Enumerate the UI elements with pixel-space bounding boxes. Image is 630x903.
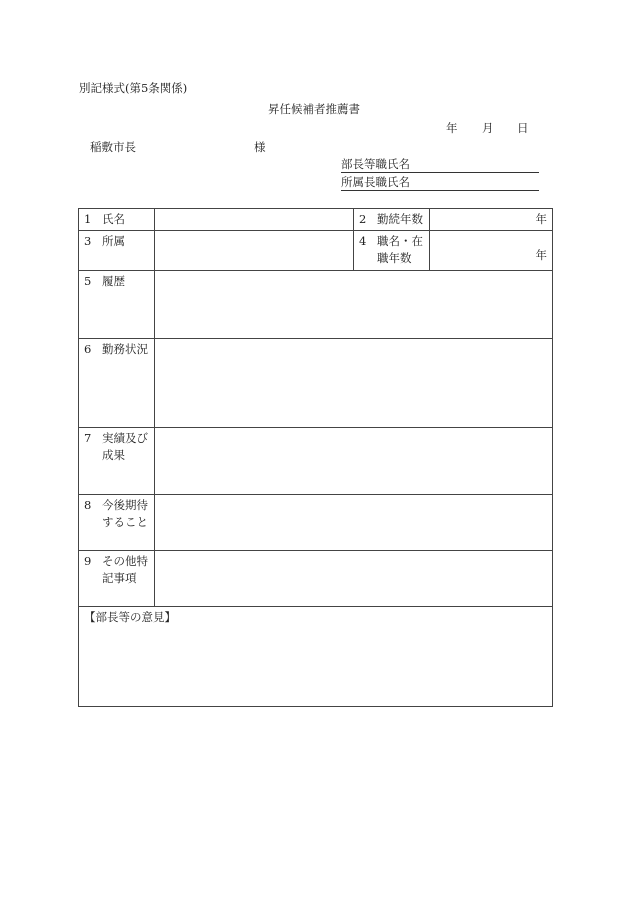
row-expectations	[79, 495, 553, 551]
work-status-input-cell[interactable]	[155, 339, 553, 428]
item-number: 4	[359, 234, 367, 248]
row-results	[79, 428, 553, 495]
results-label-line2: 成果	[102, 448, 125, 462]
item-number: 9	[84, 554, 92, 568]
dept-head-opinion-label: 【部長等の意見】	[84, 610, 176, 624]
row-dept-position	[79, 231, 553, 271]
work-status-label: 勤務状況	[102, 342, 148, 356]
name-label-cell	[79, 209, 155, 231]
dept-head-signature-line	[341, 156, 539, 173]
other-notes-input-cell[interactable]	[155, 551, 553, 607]
history-label: 履歴	[102, 274, 125, 288]
item-number: 7	[84, 431, 92, 445]
position-label-line2: 職年数	[377, 251, 412, 265]
item-number: 3	[84, 234, 92, 248]
work-status-label-cell	[79, 339, 155, 428]
item-number: 1	[84, 212, 92, 226]
results-label-line1: 実績及び	[102, 431, 148, 445]
document-title: 昇任候補者推薦書	[268, 102, 360, 116]
other-notes-label-cell	[79, 551, 155, 607]
expectations-label-line1: 今後期待	[102, 498, 148, 512]
dept-head-opinion-cell[interactable]	[79, 607, 553, 707]
position-label-cell	[354, 231, 430, 271]
addressee: 稲敷市長	[90, 140, 136, 154]
office-head-signature-label: 所属長職氏名	[341, 175, 410, 189]
item-number: 6	[84, 342, 92, 356]
expectations-label-line2: すること	[102, 515, 148, 529]
form-reference: 別記様式(第5条関係)	[79, 81, 188, 95]
row-dept-head-opinion	[79, 607, 553, 707]
service-years-unit: 年	[535, 212, 547, 226]
history-input-cell[interactable]	[155, 271, 553, 339]
row-other-notes	[79, 551, 553, 607]
item-number: 2	[359, 212, 367, 226]
expectations-input-cell[interactable]	[155, 495, 553, 551]
service-years-label-cell	[354, 209, 430, 231]
results-input-cell[interactable]	[155, 428, 553, 495]
dept-input-cell[interactable]	[155, 231, 354, 271]
position-years-unit: 年	[535, 248, 547, 262]
dept-head-signature-label: 部長等職氏名	[341, 157, 410, 171]
dept-label-cell	[79, 231, 155, 271]
other-notes-label-line2: 記事項	[102, 571, 137, 585]
date-year-label: 年	[446, 121, 458, 135]
service-years-label: 勤続年数	[377, 212, 423, 226]
other-notes-label-line1: その他特	[102, 554, 148, 568]
results-label-cell	[79, 428, 155, 495]
row-history	[79, 271, 553, 339]
expectations-label-cell	[79, 495, 155, 551]
item-number: 8	[84, 498, 92, 512]
service-years-input-cell[interactable]	[430, 209, 553, 231]
recommendation-form-table	[78, 208, 553, 707]
history-label-cell	[79, 271, 155, 339]
name-input-cell[interactable]	[155, 209, 354, 231]
honorific: 様	[254, 140, 266, 154]
row-work-status	[79, 339, 553, 428]
position-years-input-cell[interactable]	[430, 231, 553, 271]
office-head-signature-line	[341, 174, 539, 191]
name-label: 氏名	[102, 212, 125, 226]
row-name-service	[79, 209, 553, 231]
date-day-label: 日	[517, 121, 529, 135]
date-month-label: 月	[482, 121, 494, 135]
dept-label: 所属	[102, 234, 125, 248]
position-label-line1: 職名・在	[377, 234, 423, 248]
item-number: 5	[84, 274, 92, 288]
